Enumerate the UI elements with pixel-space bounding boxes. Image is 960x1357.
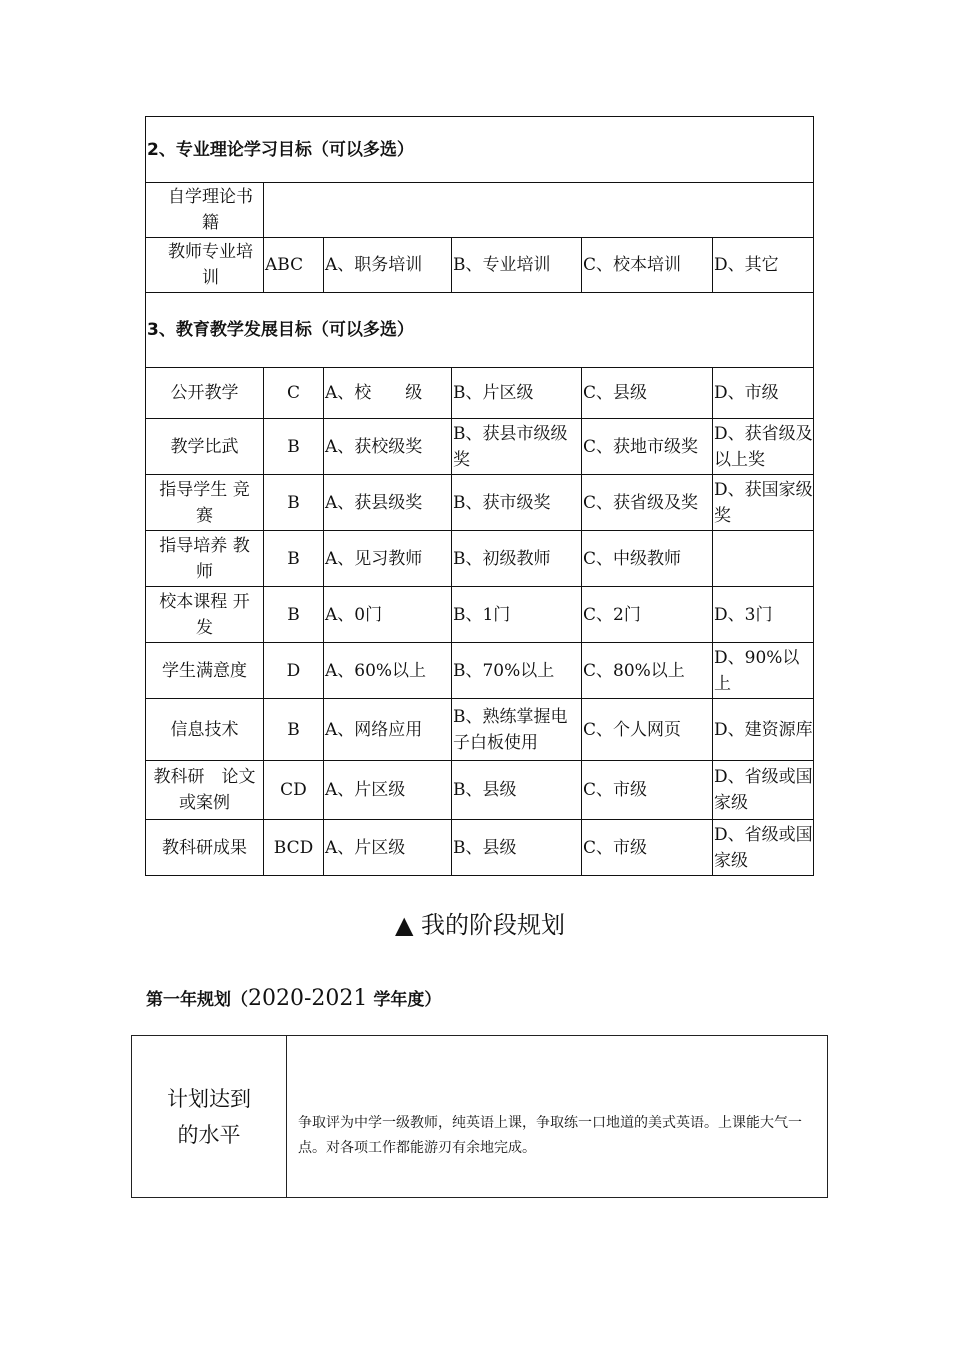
goal-label: 教学比武 [145, 418, 264, 475]
goal-option-c: C、2门 [581, 586, 713, 643]
year1-years: 2020-2021 [248, 986, 368, 1011]
goal-label: 校本课程 开发 [145, 586, 264, 643]
training-label: 教师专业培训 [145, 237, 264, 293]
goal-option-c: C、获地市级奖 [581, 418, 713, 475]
goal-option-d: D、3门 [712, 586, 814, 643]
goal-option-a: A、见习教师 [323, 530, 452, 587]
goal-option-d: D、获省级及以上奖 [712, 418, 814, 475]
goal-option-c: C、中级教师 [581, 530, 713, 587]
training-option-c: C、校本培训 [581, 237, 713, 293]
goal-option-b: B、获县市级级奖 [451, 418, 582, 475]
training-option-b: B、专业培训 [451, 237, 582, 293]
goal-label: 教科研 论文或案例 [145, 760, 264, 820]
goal-label: 信息技术 [145, 698, 264, 761]
plan-label-text: 计划达到的水平 [167, 1086, 251, 1147]
plan-text: 争取评为中学一级教师，纯英语上课，争取练一口地道的美式英语。上课能大气一点。对各项工作都能游刃有余地完成。 [298, 1115, 802, 1156]
section3-title: 3、教育教学发展目标（可以多选） [145, 292, 814, 368]
goal-label: 公开教学 [145, 367, 264, 419]
year1-suffix: 学年度） [367, 990, 442, 1010]
goal-value: B [263, 698, 324, 761]
goal-option-b: B、获市级奖 [451, 474, 582, 531]
goal-option-a: A、获校级奖 [323, 418, 452, 475]
goal-option-d [712, 530, 814, 587]
goal-label: 教科研成果 [145, 819, 264, 876]
goal-value: BCD [263, 819, 324, 876]
training-option-a: A、职务培训 [323, 237, 452, 293]
goals-table [145, 116, 814, 876]
goal-option-a: A、校 级 [323, 367, 452, 419]
goal-option-c: C、获省级及奖 [581, 474, 713, 531]
goal-option-d: D、获国家级奖 [712, 474, 814, 531]
goal-label: 学生满意度 [145, 642, 264, 699]
goal-option-b: B、初级教师 [451, 530, 582, 587]
books-label: 自学理论书籍 [145, 182, 264, 238]
goal-option-b: B、县级 [451, 760, 582, 820]
section2-title: 2、专业理论学习目标（可以多选） [145, 116, 814, 183]
training-option-d: D、其它 [712, 237, 814, 293]
year1-title [146, 985, 441, 1011]
goal-option-d: D、省级或国家级 [712, 819, 814, 876]
goal-option-a: A、获县级奖 [323, 474, 452, 531]
goal-option-b: B、熟练掌握电子白板使用 [451, 698, 582, 761]
goal-value: B [263, 474, 324, 531]
goal-option-b: B、70%以上 [451, 642, 582, 699]
goal-option-d: D、市级 [712, 367, 814, 419]
goal-option-b: B、片区级 [451, 367, 582, 419]
stage-heading: ▲ 我的阶段规划 [394, 911, 566, 939]
goal-value: B [263, 530, 324, 587]
books-value [263, 182, 814, 238]
goal-option-c: C、市级 [581, 760, 713, 820]
goal-value: D [263, 642, 324, 699]
goal-option-d: D、省级或国家级 [712, 760, 814, 820]
goal-value: B [263, 586, 324, 643]
goal-label: 指导培养 教师 [145, 530, 264, 587]
goal-option-b: B、1门 [451, 586, 582, 643]
goal-option-a: A、0门 [323, 586, 452, 643]
goal-option-c: C、县级 [581, 367, 713, 419]
goal-option-d: D、建资源库 [712, 698, 814, 761]
goal-option-b: B、县级 [451, 819, 582, 876]
goal-option-c: C、市级 [581, 819, 713, 876]
goal-option-a: A、网络应用 [323, 698, 452, 761]
goal-option-c: C、个人网页 [581, 698, 713, 761]
goal-option-c: C、80%以上 [581, 642, 713, 699]
goal-option-a: A、片区级 [323, 760, 452, 820]
goal-option-a: A、片区级 [323, 819, 452, 876]
year1-plan-table [131, 1035, 828, 1198]
goal-label: 指导学生 竞赛 [145, 474, 264, 531]
goal-option-a: A、60%以上 [323, 642, 452, 699]
goal-value: CD [263, 760, 324, 820]
training-value: ABC [263, 237, 324, 293]
goal-value: B [263, 418, 324, 475]
goal-value: C [263, 367, 324, 419]
goal-option-d: D、90%以上 [712, 642, 814, 699]
year1-prefix: 第一年规划（ [146, 990, 248, 1010]
plan-label [132, 1036, 287, 1197]
